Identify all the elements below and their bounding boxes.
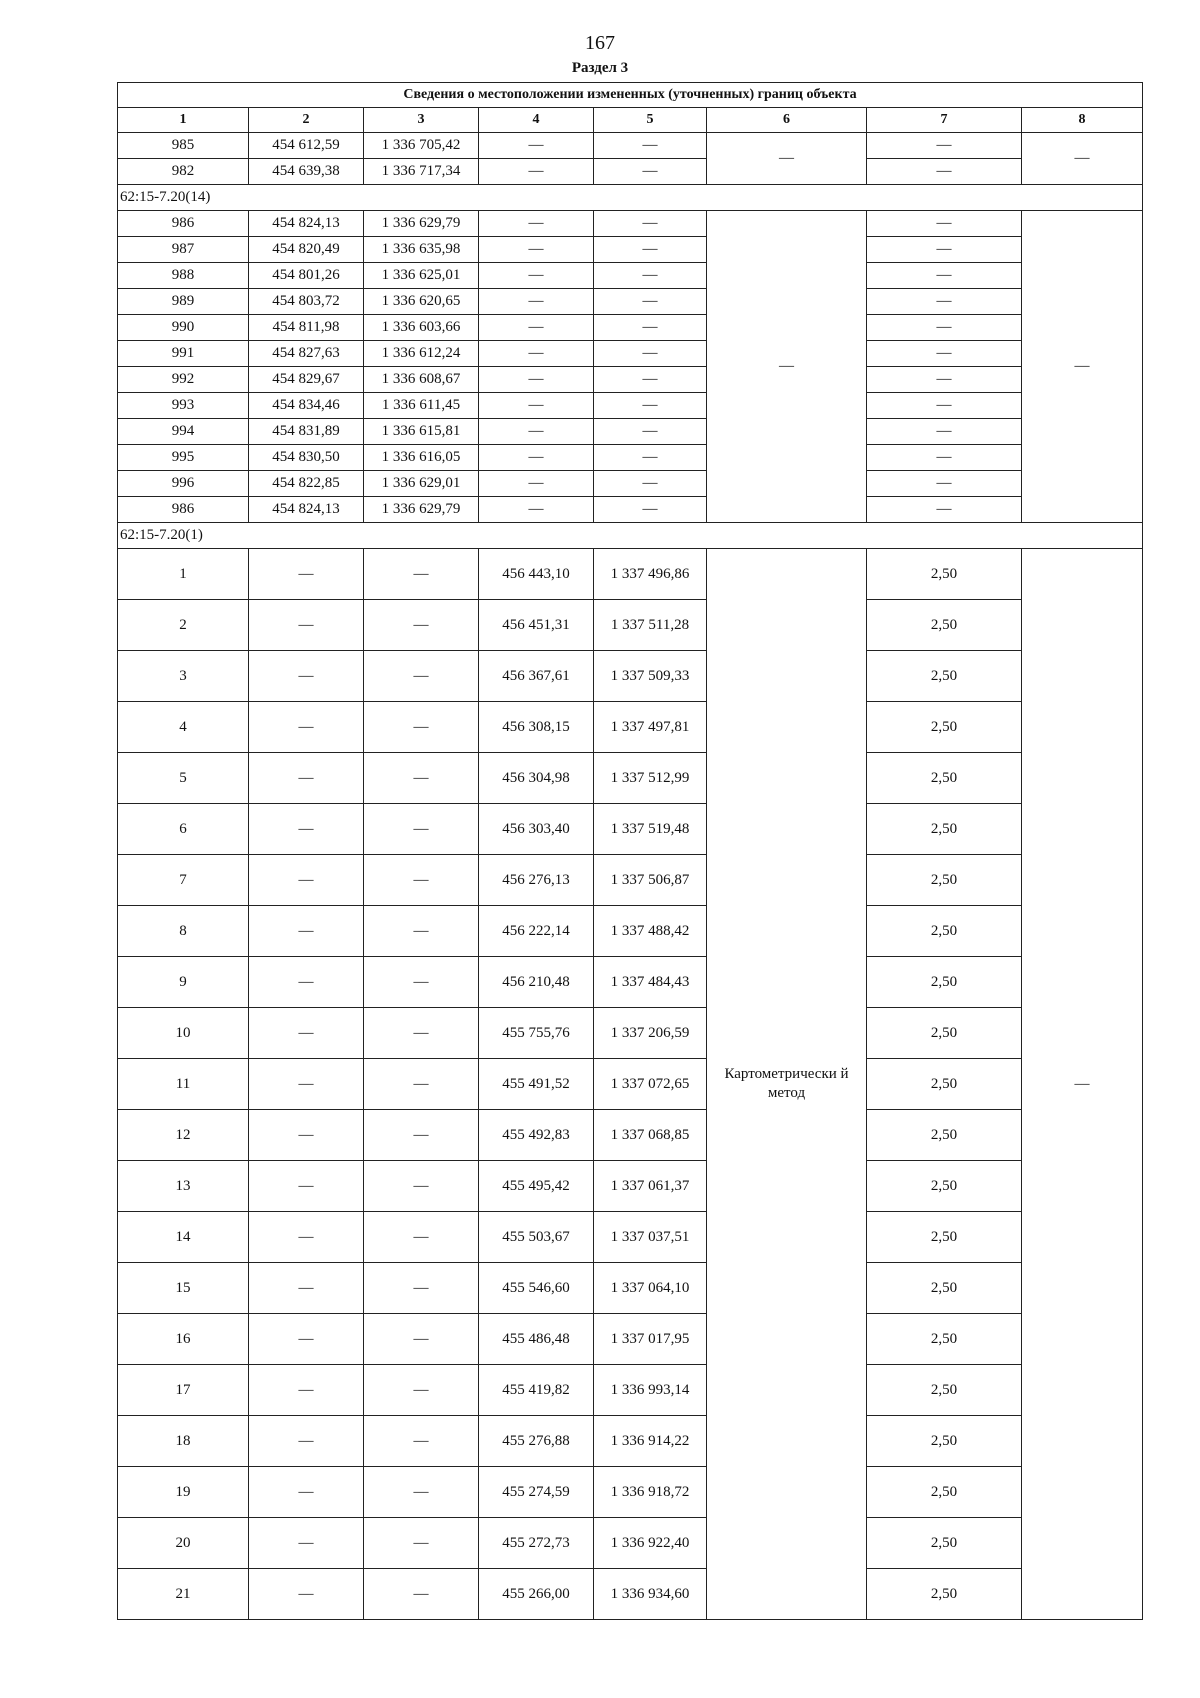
table-row — [118, 1263, 1143, 1314]
accuracy-cell: 2,50 — [867, 1365, 1022, 1416]
description-cell: — — [1022, 211, 1143, 523]
table-row — [118, 1008, 1143, 1059]
point-number-cell: 17 — [118, 1365, 249, 1416]
column-header: 3 — [364, 108, 479, 133]
new-x-cell: 455 272,73 — [479, 1518, 594, 1569]
table-body — [118, 83, 1143, 1620]
old-x-cell: 454 811,98 — [249, 315, 364, 341]
point-number-cell: 982 — [118, 159, 249, 185]
point-number-cell: 3 — [118, 651, 249, 702]
accuracy-cell: 2,50 — [867, 855, 1022, 906]
point-number-cell: 12 — [118, 1110, 249, 1161]
header-row — [118, 108, 1143, 133]
group-label: 62:15-7.20(14) — [118, 185, 1143, 211]
point-number-cell: 993 — [118, 393, 249, 419]
old-y-cell: — — [364, 549, 479, 600]
new-x-cell: 456 210,48 — [479, 957, 594, 1008]
new-x-cell: 456 304,98 — [479, 753, 594, 804]
accuracy-cell: 2,50 — [867, 1263, 1022, 1314]
old-x-cell: 454 830,50 — [249, 445, 364, 471]
point-number-cell: 9 — [118, 957, 249, 1008]
new-y-cell: 1 337 037,51 — [594, 1212, 707, 1263]
new-y-cell: 1 337 506,87 — [594, 855, 707, 906]
old-x-cell: — — [249, 651, 364, 702]
table-row — [118, 159, 1143, 185]
group-label-row — [118, 523, 1143, 549]
old-y-cell: 1 336 608,67 — [364, 367, 479, 393]
table-row — [118, 855, 1143, 906]
old-y-cell: 1 336 616,05 — [364, 445, 479, 471]
new-x-cell: — — [479, 393, 594, 419]
old-y-cell: 1 336 620,65 — [364, 289, 479, 315]
accuracy-cell: 2,50 — [867, 1161, 1022, 1212]
old-x-cell: — — [249, 804, 364, 855]
new-y-cell: 1 336 918,72 — [594, 1467, 707, 1518]
accuracy-cell: 2,50 — [867, 1110, 1022, 1161]
accuracy-cell: — — [867, 497, 1022, 523]
new-y-cell: — — [594, 263, 707, 289]
new-y-cell: 1 337 017,95 — [594, 1314, 707, 1365]
new-x-cell: — — [479, 211, 594, 237]
new-y-cell: — — [594, 133, 707, 159]
accuracy-cell: 2,50 — [867, 957, 1022, 1008]
new-x-cell: 456 443,10 — [479, 549, 594, 600]
new-x-cell: 455 419,82 — [479, 1365, 594, 1416]
new-y-cell: 1 337 497,81 — [594, 702, 707, 753]
new-y-cell: — — [594, 445, 707, 471]
new-x-cell: 455 486,48 — [479, 1314, 594, 1365]
new-y-cell: 1 337 519,48 — [594, 804, 707, 855]
new-y-cell: 1 337 072,65 — [594, 1059, 707, 1110]
new-x-cell: — — [479, 419, 594, 445]
table-row — [118, 497, 1143, 523]
accuracy-cell: 2,50 — [867, 1212, 1022, 1263]
accuracy-cell: — — [867, 393, 1022, 419]
new-x-cell: — — [479, 159, 594, 185]
accuracy-cell: 2,50 — [867, 753, 1022, 804]
point-number-cell: 14 — [118, 1212, 249, 1263]
old-x-cell: — — [249, 1518, 364, 1569]
old-y-cell: — — [364, 651, 479, 702]
new-y-cell: 1 337 512,99 — [594, 753, 707, 804]
new-x-cell: — — [479, 341, 594, 367]
new-x-cell: — — [479, 237, 594, 263]
old-x-cell: — — [249, 600, 364, 651]
description-cell: — — [1022, 549, 1143, 1620]
point-number-cell: 15 — [118, 1263, 249, 1314]
method-cell: Картометрически й метод — [707, 549, 867, 1620]
table-row — [118, 419, 1143, 445]
old-x-cell: 454 824,13 — [249, 211, 364, 237]
old-y-cell: — — [364, 600, 479, 651]
old-y-cell: — — [364, 1008, 479, 1059]
old-y-cell: — — [364, 804, 479, 855]
point-number-cell: 994 — [118, 419, 249, 445]
old-x-cell: — — [249, 702, 364, 753]
table-row — [118, 237, 1143, 263]
old-x-cell: — — [249, 1365, 364, 1416]
new-x-cell: 455 491,52 — [479, 1059, 594, 1110]
column-header: 7 — [867, 108, 1022, 133]
column-header: 1 — [118, 108, 249, 133]
new-x-cell: — — [479, 497, 594, 523]
accuracy-cell: 2,50 — [867, 549, 1022, 600]
page-number: 167 — [585, 32, 615, 54]
old-x-cell: — — [249, 753, 364, 804]
new-x-cell: 455 495,42 — [479, 1161, 594, 1212]
table-row — [118, 1569, 1143, 1620]
old-x-cell: — — [249, 1467, 364, 1518]
point-number-cell: 5 — [118, 753, 249, 804]
table-row — [118, 1212, 1143, 1263]
table-title: Сведения о местоположении измененных (уточненных) границ объекта — [118, 83, 1143, 108]
accuracy-cell: — — [867, 419, 1022, 445]
old-x-cell: 454 801,26 — [249, 263, 364, 289]
table-row — [118, 651, 1143, 702]
old-x-cell: 454 831,89 — [249, 419, 364, 445]
old-x-cell: 454 827,63 — [249, 341, 364, 367]
old-x-cell: — — [249, 1569, 364, 1620]
point-number-cell: 1 — [118, 549, 249, 600]
old-x-cell: 454 834,46 — [249, 393, 364, 419]
column-header: 6 — [707, 108, 867, 133]
new-y-cell: 1 337 488,42 — [594, 906, 707, 957]
point-number-cell: 990 — [118, 315, 249, 341]
point-number-cell: 986 — [118, 211, 249, 237]
point-number-cell: 2 — [118, 600, 249, 651]
old-y-cell: 1 336 625,01 — [364, 263, 479, 289]
old-y-cell: — — [364, 1569, 479, 1620]
accuracy-cell: 2,50 — [867, 1314, 1022, 1365]
old-y-cell: 1 336 615,81 — [364, 419, 479, 445]
new-y-cell: 1 337 511,28 — [594, 600, 707, 651]
new-y-cell: — — [594, 315, 707, 341]
old-y-cell: — — [364, 1314, 479, 1365]
table-row — [118, 445, 1143, 471]
new-y-cell: — — [594, 419, 707, 445]
accuracy-cell: — — [867, 263, 1022, 289]
table-row — [118, 957, 1143, 1008]
table-row — [118, 367, 1143, 393]
new-x-cell: 455 274,59 — [479, 1467, 594, 1518]
new-y-cell: 1 337 484,43 — [594, 957, 707, 1008]
point-number-cell: 988 — [118, 263, 249, 289]
accuracy-cell: — — [867, 133, 1022, 159]
new-y-cell: 1 336 922,40 — [594, 1518, 707, 1569]
table-row — [118, 1161, 1143, 1212]
new-y-cell: — — [594, 289, 707, 315]
point-number-cell: 10 — [118, 1008, 249, 1059]
new-y-cell: — — [594, 471, 707, 497]
point-number-cell: 4 — [118, 702, 249, 753]
new-x-cell: — — [479, 471, 594, 497]
old-x-cell: 454 612,59 — [249, 133, 364, 159]
new-x-cell: 456 303,40 — [479, 804, 594, 855]
new-y-cell: 1 336 914,22 — [594, 1416, 707, 1467]
old-y-cell: — — [364, 855, 479, 906]
point-number-cell: 996 — [118, 471, 249, 497]
old-y-cell: — — [364, 1365, 479, 1416]
old-x-cell: — — [249, 1212, 364, 1263]
new-y-cell: — — [594, 341, 707, 367]
table-row — [118, 211, 1143, 237]
accuracy-cell: 2,50 — [867, 906, 1022, 957]
new-x-cell: 455 492,83 — [479, 1110, 594, 1161]
old-y-cell: — — [364, 1161, 479, 1212]
old-y-cell: 1 336 612,24 — [364, 341, 479, 367]
accuracy-cell: — — [867, 159, 1022, 185]
new-y-cell: 1 336 993,14 — [594, 1365, 707, 1416]
old-y-cell: — — [364, 702, 479, 753]
old-x-cell: — — [249, 906, 364, 957]
table-row — [118, 471, 1143, 497]
method-cell: — — [707, 211, 867, 523]
old-y-cell: — — [364, 957, 479, 1008]
point-number-cell: 8 — [118, 906, 249, 957]
table-row — [118, 263, 1143, 289]
old-y-cell: — — [364, 1467, 479, 1518]
new-x-cell: — — [479, 133, 594, 159]
new-y-cell: — — [594, 211, 707, 237]
point-number-cell: 13 — [118, 1161, 249, 1212]
old-y-cell: 1 336 717,34 — [364, 159, 479, 185]
point-number-cell: 985 — [118, 133, 249, 159]
old-x-cell: 454 803,72 — [249, 289, 364, 315]
column-header: 2 — [249, 108, 364, 133]
table-row — [118, 906, 1143, 957]
boundary-table — [117, 82, 1143, 1620]
new-y-cell: 1 337 061,37 — [594, 1161, 707, 1212]
old-y-cell: — — [364, 1212, 479, 1263]
old-x-cell: — — [249, 957, 364, 1008]
old-y-cell: — — [364, 1110, 479, 1161]
point-number-cell: 989 — [118, 289, 249, 315]
accuracy-cell: 2,50 — [867, 1059, 1022, 1110]
column-header: 8 — [1022, 108, 1143, 133]
new-x-cell: 456 222,14 — [479, 906, 594, 957]
old-y-cell: 1 336 635,98 — [364, 237, 479, 263]
accuracy-cell: 2,50 — [867, 804, 1022, 855]
old-y-cell: 1 336 705,42 — [364, 133, 479, 159]
old-y-cell: — — [364, 906, 479, 957]
new-y-cell: 1 337 068,85 — [594, 1110, 707, 1161]
table-row — [118, 1059, 1143, 1110]
new-x-cell: 455 755,76 — [479, 1008, 594, 1059]
new-y-cell: 1 337 496,86 — [594, 549, 707, 600]
new-x-cell: 456 276,13 — [479, 855, 594, 906]
new-x-cell: 455 266,00 — [479, 1569, 594, 1620]
table-row — [118, 393, 1143, 419]
old-y-cell: — — [364, 1416, 479, 1467]
new-x-cell: — — [479, 263, 594, 289]
new-y-cell: — — [594, 237, 707, 263]
new-x-cell: — — [479, 445, 594, 471]
table-row — [118, 1518, 1143, 1569]
old-x-cell: — — [249, 1263, 364, 1314]
point-number-cell: 18 — [118, 1416, 249, 1467]
accuracy-cell: 2,50 — [867, 1518, 1022, 1569]
point-number-cell: 6 — [118, 804, 249, 855]
point-number-cell: 995 — [118, 445, 249, 471]
accuracy-cell: — — [867, 471, 1022, 497]
table-row — [118, 289, 1143, 315]
new-y-cell: 1 337 509,33 — [594, 651, 707, 702]
column-header: 4 — [479, 108, 594, 133]
old-x-cell: — — [249, 549, 364, 600]
point-number-cell: 991 — [118, 341, 249, 367]
table-row — [118, 702, 1143, 753]
table-row — [118, 1110, 1143, 1161]
old-y-cell: 1 336 611,45 — [364, 393, 479, 419]
old-y-cell: 1 336 629,79 — [364, 211, 479, 237]
section-title: Раздел 3 — [571, 60, 629, 76]
accuracy-cell: — — [867, 367, 1022, 393]
old-y-cell: 1 336 629,01 — [364, 471, 479, 497]
point-number-cell: 11 — [118, 1059, 249, 1110]
table-row — [118, 1467, 1143, 1518]
old-x-cell: 454 829,67 — [249, 367, 364, 393]
old-x-cell: 454 639,38 — [249, 159, 364, 185]
accuracy-cell: 2,50 — [867, 1416, 1022, 1467]
accuracy-cell: 2,50 — [867, 1008, 1022, 1059]
old-x-cell: 454 820,49 — [249, 237, 364, 263]
old-y-cell: — — [364, 1263, 479, 1314]
old-y-cell: — — [364, 1059, 479, 1110]
new-x-cell: 456 367,61 — [479, 651, 594, 702]
method-cell: — — [707, 133, 867, 185]
new-x-cell: — — [479, 367, 594, 393]
accuracy-cell: 2,50 — [867, 651, 1022, 702]
new-x-cell: — — [479, 315, 594, 341]
table-row — [118, 1314, 1143, 1365]
new-x-cell: 455 546,60 — [479, 1263, 594, 1314]
point-number-cell: 986 — [118, 497, 249, 523]
new-y-cell: 1 337 206,59 — [594, 1008, 707, 1059]
new-x-cell: — — [479, 289, 594, 315]
old-y-cell: — — [364, 1518, 479, 1569]
accuracy-cell: — — [867, 341, 1022, 367]
point-number-cell: 20 — [118, 1518, 249, 1569]
accuracy-cell: 2,50 — [867, 702, 1022, 753]
point-number-cell: 987 — [118, 237, 249, 263]
accuracy-cell: 2,50 — [867, 1569, 1022, 1620]
point-number-cell: 19 — [118, 1467, 249, 1518]
new-y-cell: 1 337 064,10 — [594, 1263, 707, 1314]
new-y-cell: — — [594, 393, 707, 419]
accuracy-cell: — — [867, 445, 1022, 471]
point-number-cell: 21 — [118, 1569, 249, 1620]
table-row — [118, 315, 1143, 341]
old-y-cell: 1 336 629,79 — [364, 497, 479, 523]
accuracy-cell: — — [867, 315, 1022, 341]
old-x-cell: — — [249, 1059, 364, 1110]
point-number-cell: 16 — [118, 1314, 249, 1365]
old-x-cell: — — [249, 1008, 364, 1059]
old-y-cell: — — [364, 753, 479, 804]
column-header: 5 — [594, 108, 707, 133]
old-x-cell: — — [249, 1416, 364, 1467]
accuracy-cell: — — [867, 289, 1022, 315]
old-x-cell: — — [249, 1110, 364, 1161]
point-number-cell: 7 — [118, 855, 249, 906]
table-row — [118, 804, 1143, 855]
new-y-cell: 1 336 934,60 — [594, 1569, 707, 1620]
new-x-cell: 455 276,88 — [479, 1416, 594, 1467]
old-x-cell: 454 822,85 — [249, 471, 364, 497]
group-label-row — [118, 185, 1143, 211]
point-number-cell: 992 — [118, 367, 249, 393]
table-row — [118, 133, 1143, 159]
accuracy-cell: 2,50 — [867, 600, 1022, 651]
new-x-cell: 456 308,15 — [479, 702, 594, 753]
accuracy-cell: 2,50 — [867, 1467, 1022, 1518]
old-x-cell: — — [249, 1161, 364, 1212]
table-row — [118, 600, 1143, 651]
old-x-cell: — — [249, 1314, 364, 1365]
new-y-cell: — — [594, 367, 707, 393]
new-y-cell: — — [594, 159, 707, 185]
old-x-cell: — — [249, 855, 364, 906]
table-row — [118, 549, 1143, 600]
old-y-cell: 1 336 603,66 — [364, 315, 479, 341]
accuracy-cell: — — [867, 211, 1022, 237]
description-cell: — — [1022, 133, 1143, 185]
old-x-cell: 454 824,13 — [249, 497, 364, 523]
table-row — [118, 341, 1143, 367]
table-row — [118, 753, 1143, 804]
table-row — [118, 1416, 1143, 1467]
new-x-cell: 455 503,67 — [479, 1212, 594, 1263]
table-row — [118, 1365, 1143, 1416]
new-y-cell: — — [594, 497, 707, 523]
group-label: 62:15-7.20(1) — [118, 523, 1143, 549]
new-x-cell: 456 451,31 — [479, 600, 594, 651]
accuracy-cell: — — [867, 237, 1022, 263]
